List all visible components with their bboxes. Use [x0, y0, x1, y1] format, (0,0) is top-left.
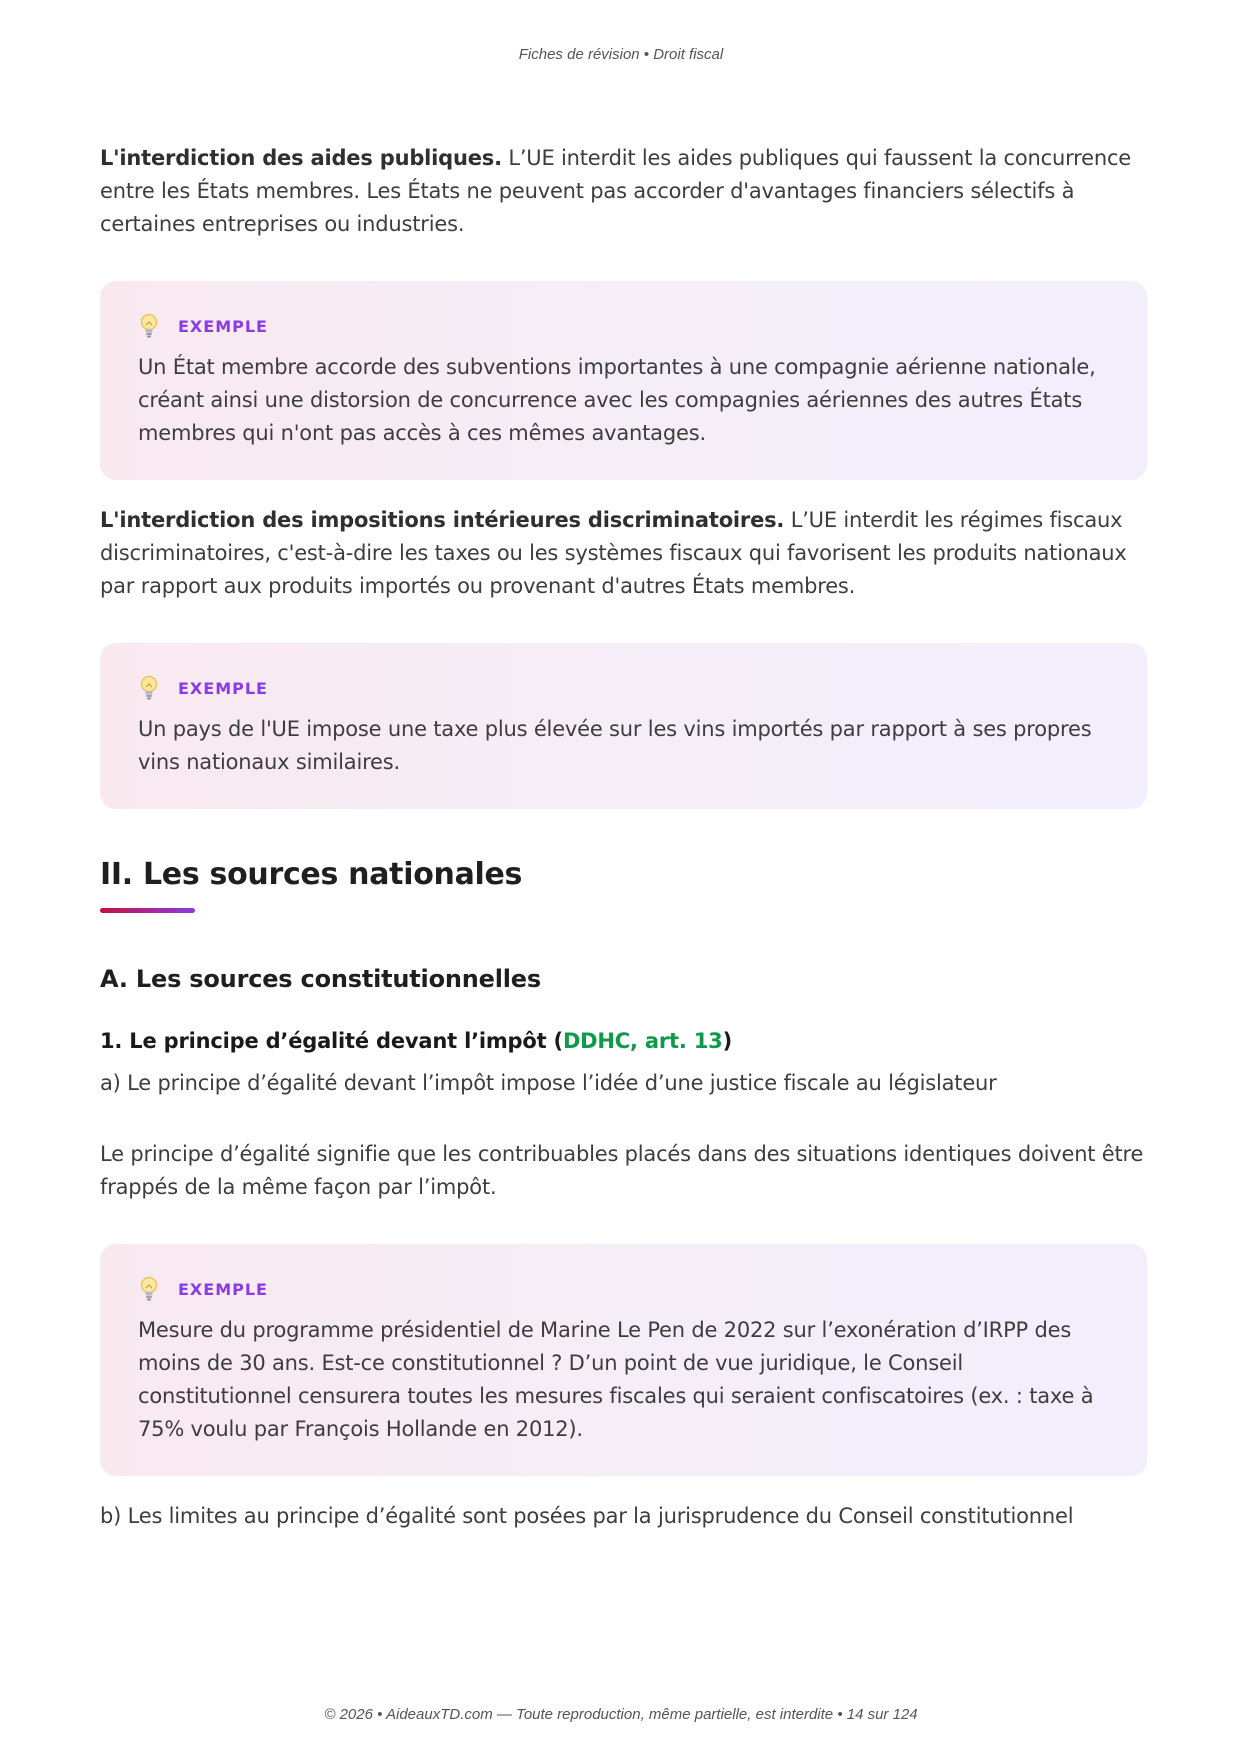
point-b: b) Les limites au principe d’égalité sont posées par la jurisprudence du Conseil constitutionnel: [100, 1504, 1074, 1528]
example-text: Un pays de l'UE impose une taxe plus élevée sur les vins importés par rapport à ses propres vins nationaux similaires.: [138, 717, 1092, 774]
example-callout: [100, 281, 1147, 480]
paragraph-lead: L'interdiction des aides publiques.: [100, 146, 502, 170]
example-callout: [100, 643, 1147, 809]
callout-header: [138, 1276, 1109, 1302]
paragraph-text: L’UE interdit les aides publiques qui faussent la concurrence entre les États membres. Les États ne peuvent pas accorder d'avantages financiers sélectifs à certaines entreprises ou industries.: [100, 146, 1132, 236]
example-label: EXEMPLE: [178, 316, 268, 336]
example-text: Mesure du programme présidentiel de Marine Le Pen de 2022 sur l’exonération d’IRPP des moins de 30 ans. Est-ce constitutionnel ? D’un point de vue juridique, le Conseil constitutionnel censurera toutes les mesures fiscales qui seraient confiscatoires (ex. : taxe à 75% voulu par François Hollande en 2012).: [138, 1318, 1094, 1441]
callout-header: [138, 675, 1109, 701]
heading-text: 1. Le principe d’égalité devant l’impôt (: [100, 1029, 563, 1053]
example-callout: [100, 1244, 1147, 1476]
paragraph-text: L’UE interdit les régimes fiscaux discriminatoires, c'est-à-dire les taxes ou les systèmes fiscaux qui favorisent les produits nationaux par rapport aux produits importés ou provenant d'autres États membres.: [100, 508, 1127, 598]
paragraph-aides-publiques: [100, 142, 1147, 241]
paragraph-impositions: [100, 504, 1147, 603]
subsubsection-title: [100, 1029, 1147, 1053]
section-underline: [100, 908, 195, 913]
running-header: Fiches de révision • Droit fiscal: [518, 46, 724, 63]
subsection-title: A. Les sources constitutionnelles: [100, 965, 541, 993]
lightbulb-icon: [138, 675, 160, 701]
heading-text: ): [722, 1029, 732, 1053]
page-footer: © 2026 • AideauxTD.com — Toute reproduction, même partielle, est interdite • 14 sur 124: [324, 1706, 918, 1723]
lightbulb-icon: [138, 1276, 160, 1302]
page-content: [100, 142, 1147, 1533]
section-title: II. Les sources nationales: [100, 857, 523, 892]
example-text: Un État membre accorde des subventions importantes à une compagnie aérienne nationale, créant ainsi une distorsion de concurrence avec les compagnies aériennes des autres États membres qui n'ont pas accès à ces mêmes avantages.: [138, 355, 1096, 445]
example-label: EXEMPLE: [178, 1279, 268, 1299]
paragraph-egalite: Le principe d’égalité signifie que les contribuables placés dans des situations identiques doivent être frappés de la même façon par l’impôt.: [100, 1142, 1144, 1199]
lightbulb-icon: [138, 313, 160, 339]
paragraph-lead: L'interdiction des impositions intérieures discriminatoires.: [100, 508, 785, 532]
callout-header: [138, 313, 1109, 339]
point-a: a) Le principe d’égalité devant l’impôt impose l’idée d’une justice fiscale au législateur: [100, 1071, 997, 1095]
example-label: EXEMPLE: [178, 678, 268, 698]
legal-reference: DDHC, art. 13: [562, 1029, 723, 1053]
